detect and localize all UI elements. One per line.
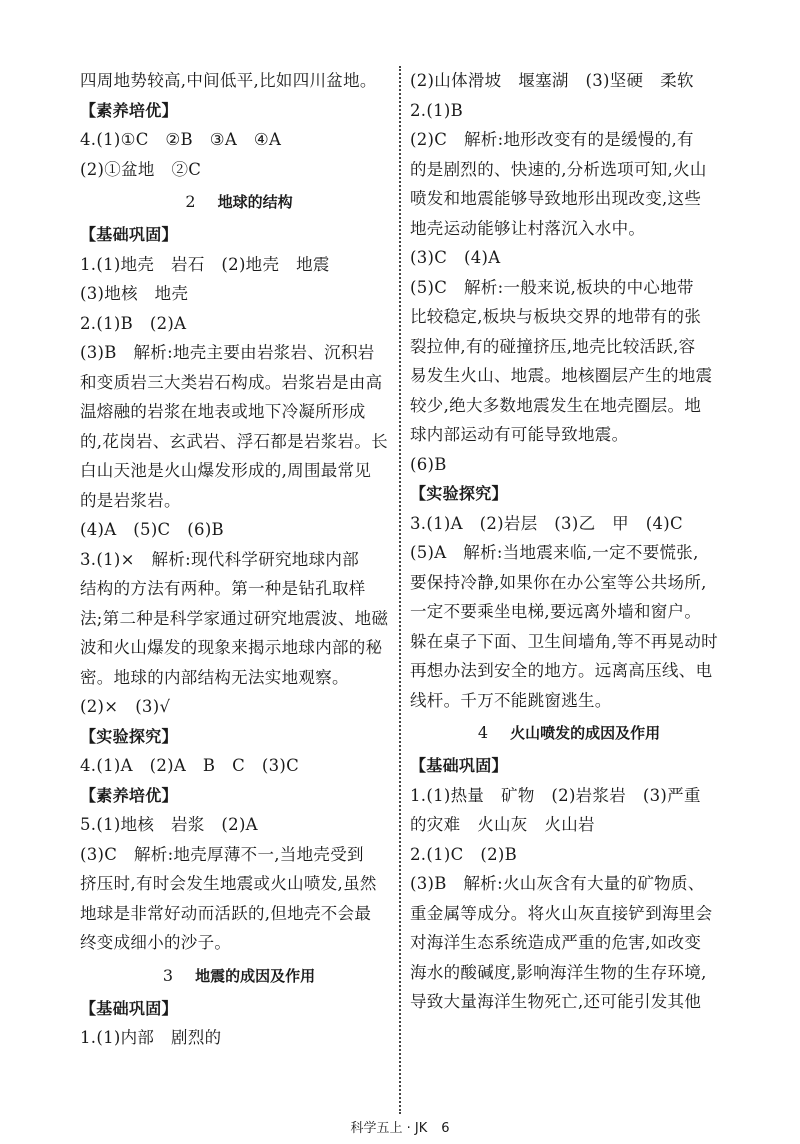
answer-line: 5.(1)地核 岩浆 (2)A	[80, 815, 258, 834]
answer-line: (2)× (3)√	[80, 697, 171, 716]
answer-line: 地球是非常好动而活跃的,但地壳不会最	[80, 903, 372, 923]
page-number: 6	[441, 1121, 450, 1136]
answer-line: 和变质岩三大类岩石构成。岩浆岩是由高	[80, 372, 383, 392]
answer-line: (3)地核 地壳	[80, 284, 189, 303]
answer-line: (2)C 解析:地形改变有的是缓慢的,有	[410, 130, 694, 149]
answer-line: 白山天池是火山爆发形成的,周围最常见	[80, 461, 372, 480]
answer-line: 的是剧烈的、快速的,分析选项可知,火山	[410, 159, 707, 179]
answer-line: 重金属等成分。将火山灰直接铲到海里会	[410, 903, 713, 923]
answer-line: 球内部运动有可能导致地震。	[410, 425, 629, 444]
section-heading: 【实验探究】	[410, 484, 508, 503]
answer-line: 4.(1)A (2)A B C (3)C	[80, 756, 300, 775]
section-heading: 【素养培优】	[80, 100, 178, 120]
answer-line: 裂拉伸,有的碰撞挤压,地壳比较活跃,容	[410, 336, 696, 356]
answer-line: 地壳运动能够让村落沉入水中。	[410, 218, 646, 238]
column-divider	[399, 66, 401, 1114]
answer-line: 比较稳定,板块与板块交界的地带有的张	[410, 307, 702, 326]
answer-line: 3.(1)× 解析:现代科学研究地球内部	[80, 549, 359, 569]
lesson-number: 2	[185, 192, 196, 211]
lesson-number: 4	[477, 723, 489, 742]
answer-line: (3)C 解析:地壳厚薄不一,当地壳受到	[80, 844, 364, 864]
page-footer	[0, 1117, 800, 1136]
answer-line: 1.(1)内部 剧烈的	[80, 1028, 222, 1047]
section-heading: 【基础巩固】	[80, 225, 178, 244]
answer-line: 对海洋生态系统造成严重的危害,如改变	[410, 933, 702, 952]
answer-line: 温熔融的岩浆在地表或地下冷凝所形成	[80, 402, 366, 421]
answer-line: 1.(1)地壳 岩石 (2)地壳 地震	[80, 254, 330, 274]
answer-line: 2.(1)B (2)A	[80, 313, 187, 333]
section-heading: 【基础巩固】	[410, 756, 508, 775]
answer-line: 3.(1)A (2)岩层 (3)乙 甲 (4)C	[410, 513, 683, 533]
answer-line: 的,花岗岩、玄武岩、浮石都是岩浆岩。长	[80, 431, 388, 451]
answer-line: 结构的方法有两种。第一种是钻孔取样	[80, 579, 366, 598]
answer-line: 2.(1)B	[410, 100, 464, 120]
answer-line: (2)①盆地 ②C	[80, 159, 202, 179]
section-heading: 【基础巩固】	[80, 998, 178, 1018]
answer-line: 躲在桌子下面、卫生间墙角,等不再晃动时	[410, 631, 718, 651]
lesson-title	[80, 958, 398, 994]
answer-line: (4)A (5)C (6)B	[80, 520, 224, 539]
answer-line: (3)B 解析:地壳主要由岩浆岩、沉积岩	[80, 343, 375, 362]
answer-line: 易发生火山、地震。地核圈层产生的地震	[410, 366, 713, 385]
lesson-title-text: 地球的结构	[217, 193, 293, 211]
answer-line: 喷发和地震能够导致地形出现改变,这些	[410, 189, 702, 208]
answer-line: (2)山体滑坡 堰塞湖 (3)坚硬 柔软	[410, 71, 694, 90]
answer-line: (6)B	[410, 454, 447, 474]
answer-line: (3)C (4)A	[410, 248, 501, 267]
lesson-title	[80, 184, 398, 220]
answer-line: 的是岩浆岩。	[80, 490, 181, 510]
left-column	[80, 66, 398, 1053]
answer-line: 海水的酸碱度,影响海洋生物的生存环境,	[410, 962, 707, 982]
answer-line: 1.(1)热量 矿物 (2)岩浆岩 (3)严重	[410, 785, 701, 805]
answer-line: 挤压时,有时会发生地震或火山喷发,虽然	[80, 874, 377, 893]
answer-line: 法;第二种是科学家通过研究地震波、地磁	[80, 608, 389, 628]
answer-line: (5)C 解析:一般来说,板块的中心地带	[410, 277, 694, 297]
answer-line: 再想办法到安全的地方。远离高压线、电	[410, 661, 713, 680]
answer-line: 波和火山爆发的现象来揭示地球内部的秘	[80, 638, 383, 657]
answer-line: (3)B 解析:火山灰含有大量的矿物质、	[410, 874, 705, 893]
answer-line: 线杆。千万不能跳窗逃生。	[410, 690, 612, 710]
footer-label: 科学五上 · JK	[350, 1121, 428, 1136]
answer-line: 要保持冷静,如果你在办公室等公共场所,	[410, 572, 707, 592]
section-heading: 【素养培优】	[80, 785, 178, 805]
answer-line: 密。地球的内部结构无法实地观察。	[80, 667, 349, 687]
answer-line: 终变成细小的沙子。	[80, 933, 232, 952]
answer-line: 较少,绝大多数地震发生在地壳圈层。地	[410, 395, 702, 415]
right-column	[410, 66, 728, 1017]
lesson-title	[410, 715, 728, 751]
answer-line: 2.(1)C (2)B	[410, 844, 518, 864]
answer-line: 四周地势较高,中间低平,比如四川盆地。	[80, 71, 377, 90]
answer-line: 的灾难 火山灰 火山岩	[410, 815, 595, 834]
lesson-number: 3	[162, 965, 174, 985]
answer-line: (5)A 解析:当地震来临,一定不要慌张,	[410, 543, 699, 562]
lesson-title-text: 火山喷发的成因及作用	[510, 724, 661, 742]
answer-line: 导致大量海洋生物死亡,还可能引发其他	[410, 992, 702, 1011]
lesson-title-text: 地震的成因及作用	[195, 966, 316, 985]
answer-line: 4.(1)①C ②B ③A ④A	[80, 130, 282, 149]
section-heading: 【实验探究】	[80, 726, 178, 746]
answer-line: 一定不要乘坐电梯,要远离外墙和窗户。	[410, 602, 702, 621]
